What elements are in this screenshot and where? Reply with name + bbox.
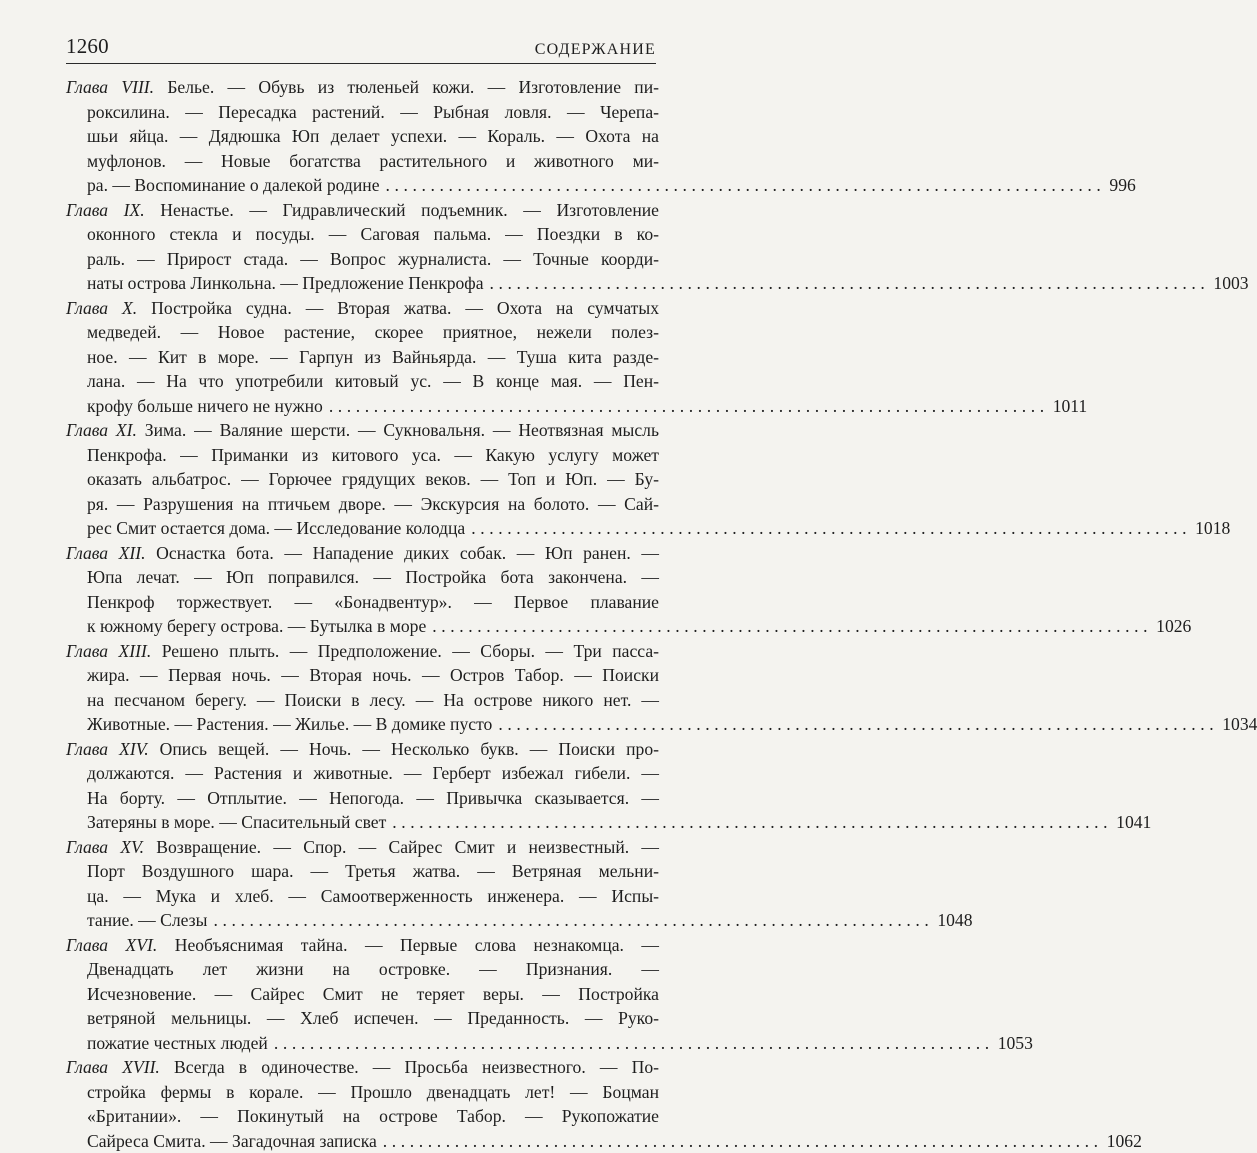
- chapter-summary-text: на песчаном берегу. — Поиски в лесу. — На острове никого нет. —: [87, 690, 659, 710]
- section-title: СОДЕРЖАНИЕ: [535, 41, 656, 59]
- chapter-label: Глава XI.: [66, 420, 137, 440]
- chapter-label: Глава IX.: [66, 200, 145, 220]
- toc-entry-line: [66, 957, 659, 982]
- chapter-summary-text: На борту. — Отплытие. — Непогода. — Привычка сказывается. —: [87, 788, 659, 808]
- chapter-summary-text: тание. — Слезы: [87, 910, 207, 930]
- toc-entry-line: [66, 1031, 659, 1056]
- page-ref: 1034: [1222, 712, 1257, 737]
- chapter-label: Глава XII.: [66, 543, 146, 563]
- chapter-summary-text: Опись вещей. — Ночь. — Несколько букв. — Поиски про-: [149, 739, 659, 759]
- chapter-summary-text: Животные. — Растения. — Жилье. — В домике пусто: [87, 714, 492, 734]
- chapter-summary-text: Порт Воздушного шара. — Третья жатва. — Ветряная мельни-: [87, 861, 659, 881]
- dot-leader: ................................................................................: [323, 394, 1053, 419]
- page-ref: 1018: [1195, 516, 1230, 541]
- page-ref: 1011: [1053, 394, 1088, 419]
- chapter-summary-text: Юпа лечат. — Юп поправился. — Постройка бота закончена. —: [87, 567, 659, 587]
- toc-entry-line: [66, 75, 659, 100]
- chapter-summary-text: Сайреса Смита. — Загадочная записка: [87, 1131, 377, 1151]
- toc-entry-line: [66, 884, 659, 909]
- toc-entry-line: [66, 712, 659, 737]
- chapter-summary-text: Двенадцать лет жизни на островке. — Признания. —: [87, 959, 659, 979]
- table-of-contents: [66, 75, 659, 1153]
- toc-entry-line: [66, 1006, 659, 1031]
- toc-entry: [66, 835, 659, 933]
- chapter-summary-text: лана. — На что употребили китовый ус. — В конце мая. — Пен-: [87, 371, 659, 391]
- toc-entry-line: [66, 786, 659, 811]
- toc-entry-line: [66, 1104, 659, 1129]
- page-ref: 996: [1109, 173, 1135, 198]
- toc-entry-line: [66, 639, 659, 664]
- chapter-label: Глава VIII.: [66, 77, 154, 97]
- chapter-summary-text: ра. — Воспоминание о далекой родине: [87, 175, 380, 195]
- chapter-label: Глава XVI.: [66, 935, 157, 955]
- chapter-summary-text: наты острова Линкольна. — Предложение Пенкрофа: [87, 273, 484, 293]
- toc-entry-line: [66, 149, 659, 174]
- chapter-summary-text: пожатие честных людей: [87, 1033, 268, 1053]
- chapter-summary-text: Пенкроф торжествует. — «Бонадвентур». — Первое плавание: [87, 592, 659, 612]
- chapter-summary-text: крофу больше ничего не нужно: [87, 396, 323, 416]
- toc-entry-line: [66, 467, 659, 492]
- toc-entry-line: [66, 516, 659, 541]
- chapter-summary-text: «Британии». — Покинутый на острове Табор. — Рукопожатие: [87, 1106, 659, 1126]
- toc-entry-line: [66, 1080, 659, 1105]
- chapter-summary-text: Исчезновение. — Сайрес Смит не теряет веры. — Постройка: [87, 984, 659, 1004]
- chapter-summary-text: рес Смит остается дома. — Исследование колодца: [87, 518, 465, 538]
- page-ref: 1048: [937, 908, 972, 933]
- toc-entry-line: [66, 271, 659, 296]
- toc-entry-line: [66, 100, 659, 125]
- chapter-summary-text: роксилина. — Пересадка растений. — Рыбная ловля. — Черепа-: [87, 102, 659, 122]
- chapter-summary-text: оказать альбатрос. — Горючее грядущих веков. — Топ и Юп. — Бу-: [87, 469, 659, 489]
- dot-leader: ................................................................................: [207, 908, 937, 933]
- chapter-summary-text: к южному берегу острова. — Бутылка в море: [87, 616, 426, 636]
- chapter-summary-text: Затеряны в море. — Спасительный свет: [87, 812, 386, 832]
- toc-entry-line: [66, 761, 659, 786]
- toc-entry-line: [66, 1055, 659, 1080]
- toc-entry-line: [66, 369, 659, 394]
- chapter-summary-text: Зима. — Валяние шерсти. — Сукновальня. — Неотвязная мысль: [137, 420, 659, 440]
- toc-entry: [66, 198, 659, 296]
- page-header: [66, 34, 656, 64]
- toc-entry: [66, 75, 659, 198]
- toc-entry-line: [66, 492, 659, 517]
- toc-entry-line: [66, 933, 659, 958]
- chapter-summary-text: шьи яйца. — Дядюшка Юп делает успехи. — Кораль. — Охота на: [87, 126, 659, 146]
- toc-entry-line: [66, 982, 659, 1007]
- chapter-summary-text: Постройка судна. — Вторая жатва. — Охота на сумчатых: [137, 298, 659, 318]
- dot-leader: ................................................................................: [465, 516, 1195, 541]
- chapter-summary-text: ца. — Мука и хлеб. — Самоотверженность инженера. — Испы-: [87, 886, 659, 906]
- dot-leader: ................................................................................: [426, 614, 1156, 639]
- chapter-label: Глава XVII.: [66, 1057, 160, 1077]
- chapter-summary-text: Всегда в одиночестве. — Просьба неизвестного. — По-: [160, 1057, 659, 1077]
- page-ref: 1026: [1156, 614, 1191, 639]
- toc-entry-line: [66, 124, 659, 149]
- toc-entry-line: [66, 688, 659, 713]
- chapter-summary-text: Пенкрофа. — Приманки из китового уса. — Какую услугу может: [87, 445, 659, 465]
- page-ref: 1041: [1116, 810, 1151, 835]
- chapter-summary-text: Белье. — Обувь из тюленьей кожи. — Изготовление пи-: [154, 77, 659, 97]
- toc-entry: [66, 541, 659, 639]
- toc-entry-line: [66, 663, 659, 688]
- toc-entry-line: [66, 1129, 659, 1153]
- chapter-summary-text: стройка фермы в корале. — Прошло двенадцать лет! — Боцман: [87, 1082, 659, 1102]
- toc-entry-line: [66, 835, 659, 860]
- toc-entry-line: [66, 810, 659, 835]
- page-number: 1260: [66, 34, 109, 59]
- dot-leader: ................................................................................: [386, 810, 1116, 835]
- toc-entry: [66, 737, 659, 835]
- toc-entry: [66, 296, 659, 419]
- dot-leader: ................................................................................: [380, 173, 1110, 198]
- toc-entry: [66, 418, 659, 541]
- toc-entry-line: [66, 418, 659, 443]
- chapter-summary-text: муфлонов. — Новые богатства растительного и животного ми-: [87, 151, 659, 171]
- page-ref: 1053: [998, 1031, 1033, 1056]
- toc-entry-line: [66, 198, 659, 223]
- dot-leader: ................................................................................: [268, 1031, 998, 1056]
- toc-entry-line: [66, 345, 659, 370]
- chapter-label: Глава X.: [66, 298, 137, 318]
- dot-leader: ................................................................................: [484, 271, 1214, 296]
- chapter-summary-text: Ненастье. — Гидравлический подъемник. — Изготовление: [145, 200, 659, 220]
- chapter-summary-text: ное. — Кит в море. — Гарпун из Вайньярда. — Туша кита разде-: [87, 347, 659, 367]
- chapter-summary-text: должаются. — Растения и животные. — Герберт избежал гибели. —: [87, 763, 659, 783]
- dot-leader: ................................................................................: [492, 712, 1222, 737]
- toc-entry-line: [66, 320, 659, 345]
- chapter-label: Глава XV.: [66, 837, 144, 857]
- chapter-label: Глава XIV.: [66, 739, 149, 759]
- chapter-summary-text: Необъяснимая тайна. — Первые слова незнакомца. —: [157, 935, 659, 955]
- toc-entry: [66, 639, 659, 737]
- toc-entry: [66, 933, 659, 1056]
- chapter-summary-text: оконного стекла и посуды. — Саговая пальма. — Поездки в ко-: [87, 224, 659, 244]
- chapter-summary-text: Решено плыть. — Предположение. — Сборы. — Три пасса-: [151, 641, 659, 661]
- chapter-summary-text: Оснастка бота. — Нападение диких собак. — Юп ранен. —: [146, 543, 659, 563]
- page-ref: 1003: [1213, 271, 1248, 296]
- toc-entry-line: [66, 247, 659, 272]
- dot-leader: ................................................................................: [377, 1129, 1107, 1153]
- chapter-summary-text: раль. — Прирост стада. — Вопрос журналиста. — Точные коорди-: [87, 249, 659, 269]
- toc-entry-line: [66, 565, 659, 590]
- toc-entry-line: [66, 541, 659, 566]
- toc-entry-line: [66, 590, 659, 615]
- toc-entry-line: [66, 443, 659, 468]
- toc-entry-line: [66, 296, 659, 321]
- toc-entry-line: [66, 173, 659, 198]
- chapter-summary-text: Возвращение. — Спор. — Сайрес Смит и неизвестный. —: [144, 837, 659, 857]
- toc-entry-line: [66, 222, 659, 247]
- toc-entry-line: [66, 394, 659, 419]
- chapter-summary-text: медведей. — Новое растение, скорее приятное, нежели полез-: [87, 322, 659, 342]
- page-ref: 1062: [1107, 1129, 1142, 1153]
- toc-entry-line: [66, 908, 659, 933]
- chapter-summary-text: ветряной мельницы. — Хлеб испечен. — Преданность. — Руко-: [87, 1008, 659, 1028]
- chapter-summary-text: жира. — Первая ночь. — Вторая ночь. — Остров Табор. — Поиски: [87, 665, 659, 685]
- toc-entry: [66, 1055, 659, 1153]
- toc-entry-line: [66, 614, 659, 639]
- chapter-label: Глава XIII.: [66, 641, 151, 661]
- toc-entry-line: [66, 859, 659, 884]
- toc-entry-line: [66, 737, 659, 762]
- chapter-summary-text: ря. — Разрушения на птичьем дворе. — Экскурсия на болото. — Сай-: [87, 494, 659, 514]
